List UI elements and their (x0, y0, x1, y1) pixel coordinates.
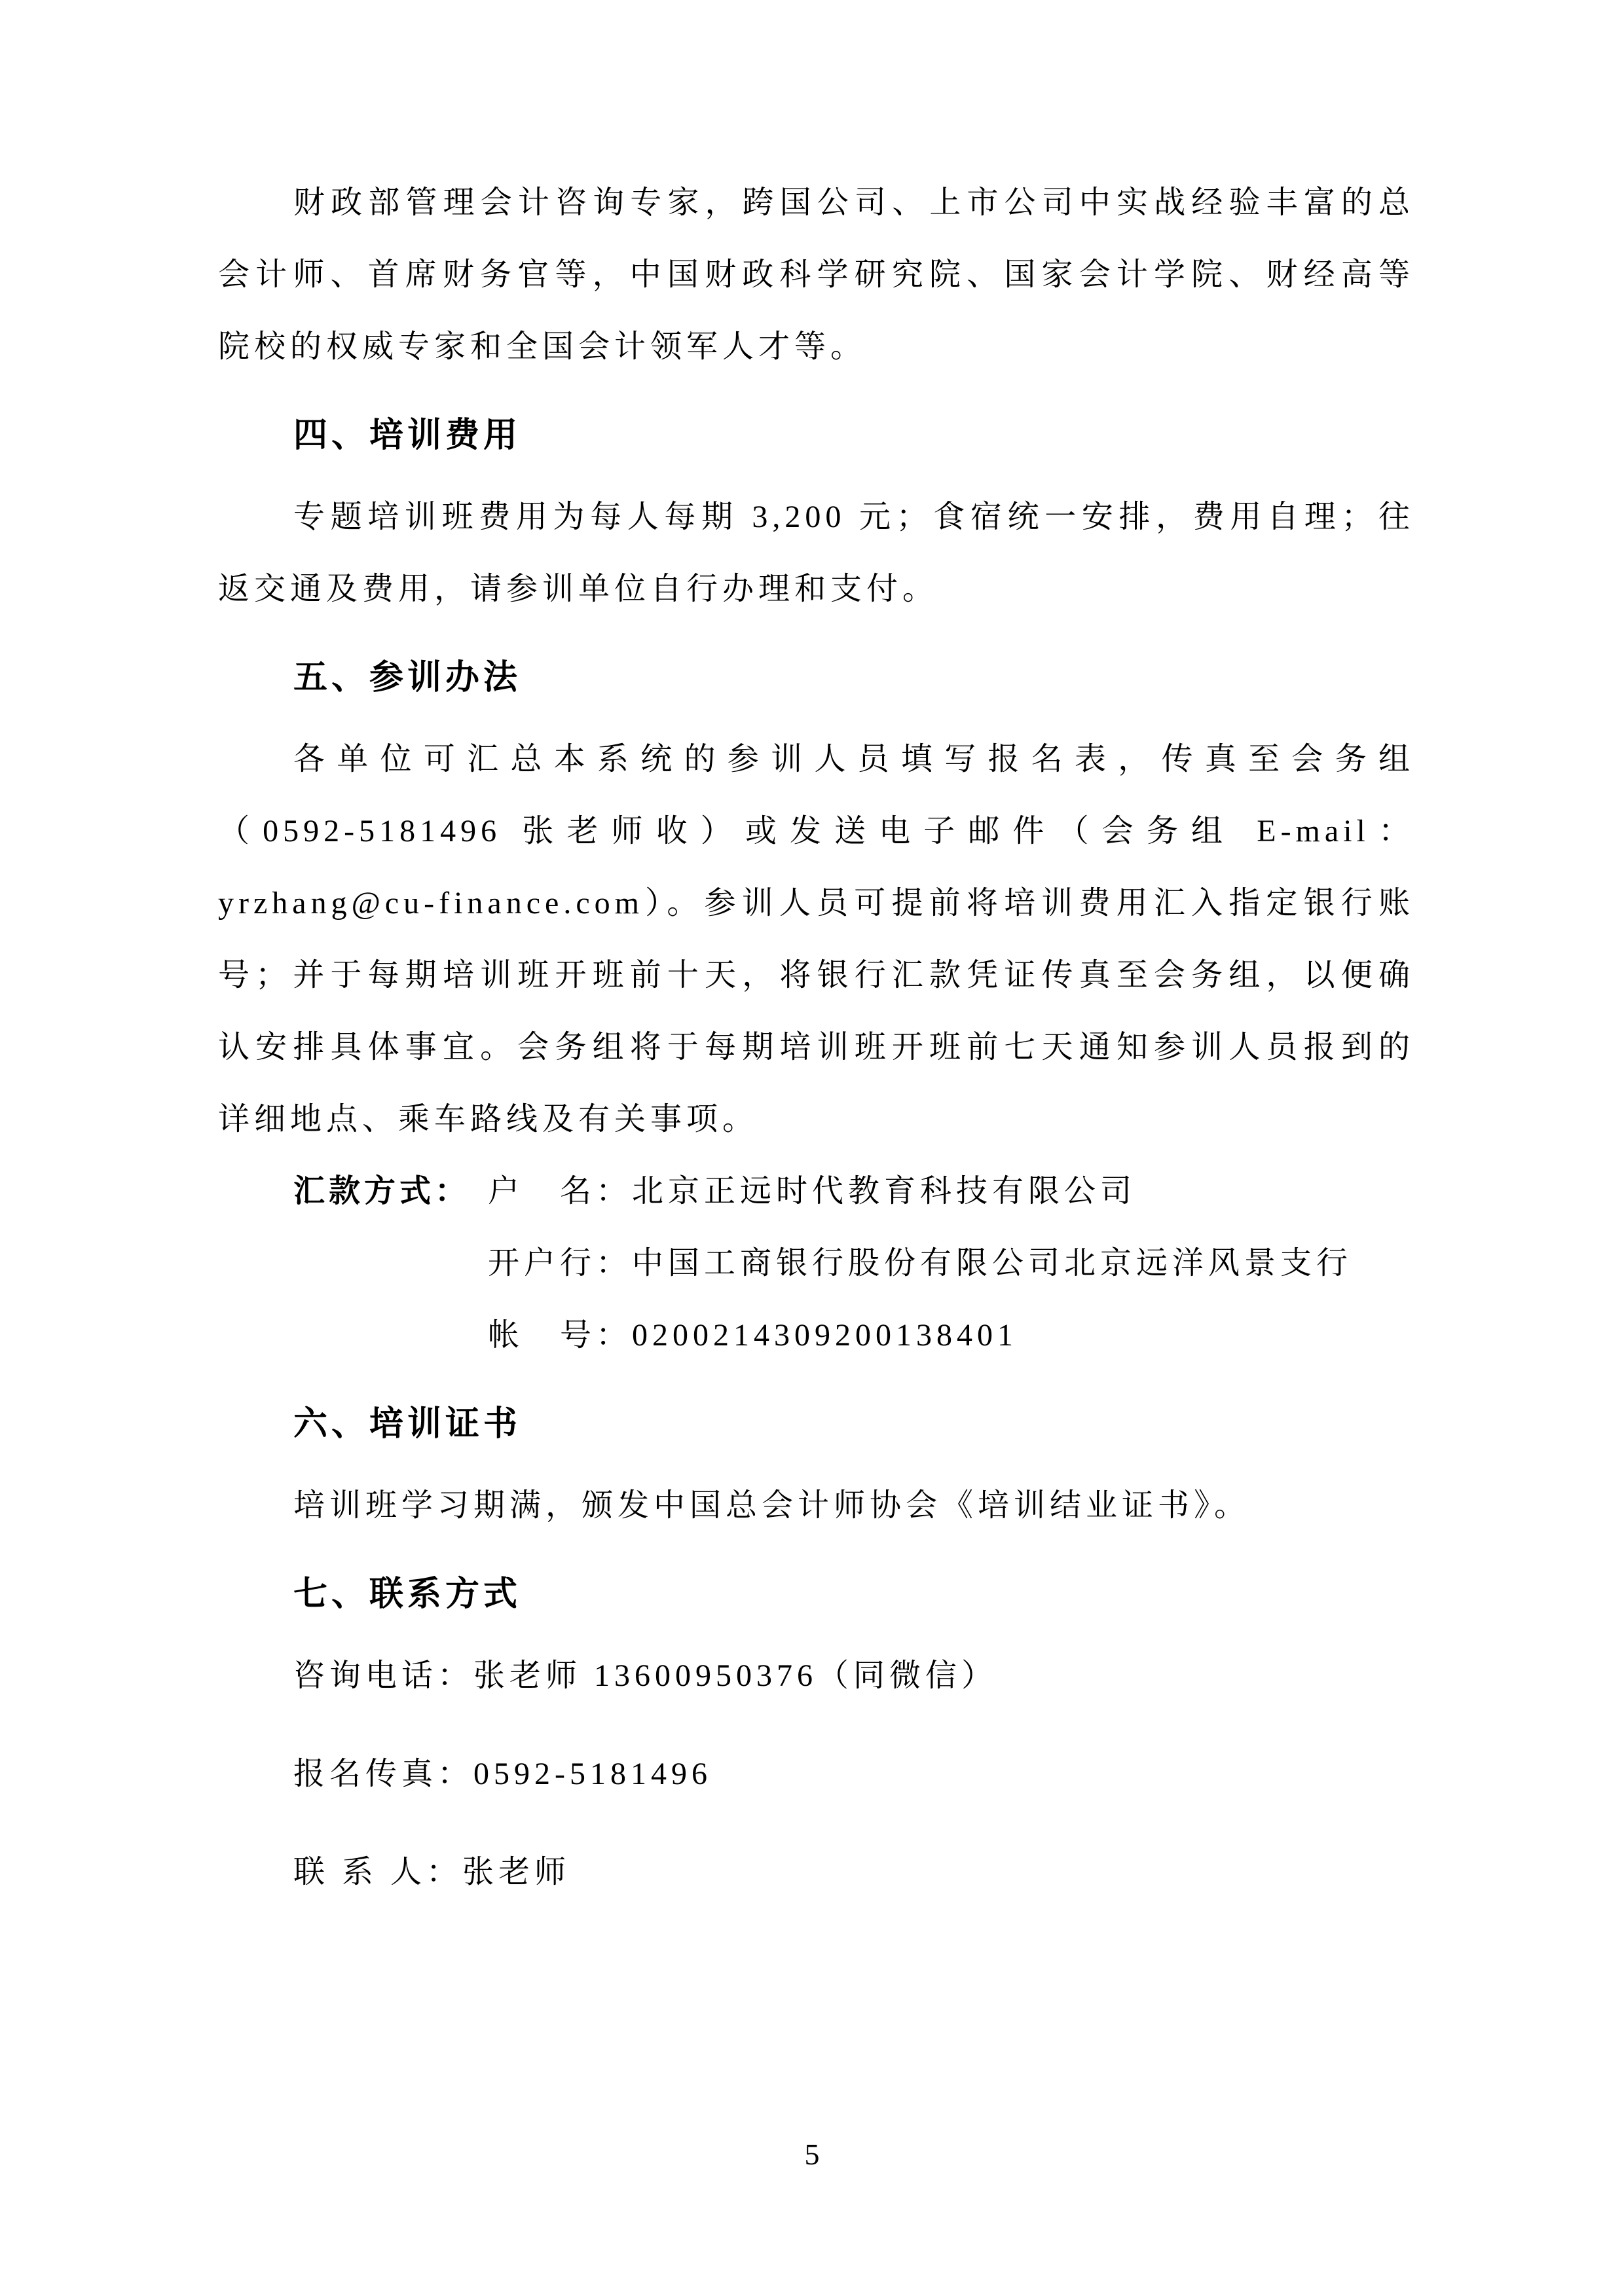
remittance-row-value: 中国工商银行股份有限公司北京远洋风景支行 (632, 1246, 1353, 1281)
paragraph-line: 返交通及费用，请参训单位自行办理和支付。 (218, 572, 939, 606)
fee-paragraph (218, 481, 1414, 625)
remittance-row-value: 0200214309200138401 (632, 1318, 1018, 1353)
paragraph-line: 专题培训班费用为每人每期 3,200 元；食宿统一安排，费用自理；往 (293, 500, 1414, 534)
section-heading-certificate: 六、培训证书 (293, 1405, 522, 1443)
remittance-row-value: 北京正远时代教育科技有限公司 (632, 1174, 1137, 1209)
remittance-method-label: 汇款方式： (293, 1174, 471, 1209)
contact-block (218, 1640, 1414, 1908)
section-heading-method: 五、参训办法 (293, 659, 522, 697)
paragraph-line: 详细地点、乘车路线及有关事项。 (218, 1102, 759, 1137)
section-heading-fee: 四、培训费用 (293, 416, 522, 454)
contact-fax-line: 报名传真：0592-5181496 (293, 1757, 712, 1791)
paragraph-line: 培训班学习期满，颁发中国总会计师协会《培训结业证书》。 (293, 1488, 1251, 1523)
remittance-block (218, 1156, 1414, 1372)
page-number: 5 (804, 2138, 820, 2171)
remittance-row (218, 1156, 1414, 1228)
contact-person-line: 联 系 人：张老师 (293, 1855, 571, 1889)
section-heading-contact: 七、联系方式 (293, 1575, 522, 1613)
remittance-row-key: 开户行： (488, 1246, 633, 1281)
paragraph-line: 各单位可汇总本系统的参训人员填写报名表，传真至会务组 (293, 742, 1414, 776)
paragraph-line: 财政部管理会计咨询专家，跨国公司、上市公司中实战经验丰富的总 (293, 185, 1414, 220)
remittance-row (218, 1228, 1414, 1300)
paragraph-line: 会计师、首席财务官等，中国财政科学研究院、国家会计学院、财经高等 (218, 257, 1414, 292)
method-paragraph (218, 723, 1414, 1156)
paragraph-line: 院校的权威专家和全国会计领军人才等。 (218, 329, 867, 364)
paragraph-line: yrzhang@cu-finance.com）。参训人员可提前将培训费用汇入指定银行账 (218, 886, 1414, 920)
remittance-row-key: 户 名： (488, 1174, 633, 1209)
intro-paragraph (218, 167, 1414, 383)
certificate-paragraph (218, 1470, 1414, 1542)
contact-phone-line: 咨询电话：张老师 13600950376（同微信） (293, 1658, 998, 1693)
paragraph-line: 号；并于每期培训班开班前十天，将银行汇款凭证传真至会务组，以便确 (218, 958, 1414, 993)
paragraph-line: 认安排具体事宜。会务组将于每期培训班开班前七天通知参训人员报到的 (218, 1030, 1414, 1065)
remittance-row (218, 1300, 1414, 1372)
remittance-row-key: 帐 号： (488, 1318, 633, 1353)
paragraph-line: （0592-5181496 张老师收）或发送电子邮件（会务组 E-mail： (218, 814, 1414, 848)
